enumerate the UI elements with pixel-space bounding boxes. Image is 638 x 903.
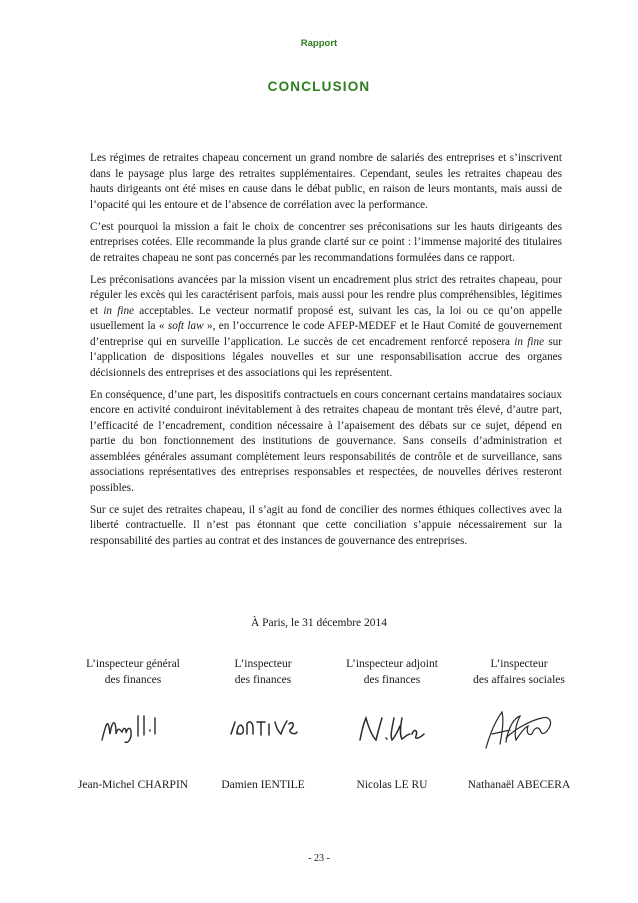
page-number: - 23 - xyxy=(308,853,330,864)
signatory-block xyxy=(440,656,598,791)
signatory-name: Nicolas LE RU xyxy=(356,779,428,791)
signatory-role: L’inspecteur adjoint des finances xyxy=(346,658,438,686)
signatory-role: L’inspecteur des finances xyxy=(234,658,292,686)
paragraph: Sur ce sujet des retraites chapeau, il s’agit au fond de concilier des normes éthiques collectives avec la liberté contractuelle. Il n’est pas étonnant que cette conciliation s’appuie nécessairement sur la responsabilité des parties au contrat et des instances de gouvernance des entreprises. xyxy=(90,503,562,547)
paragraph: Les régimes de retraites chapeau concernent un grand nombre de salariés des entreprises et s’inscrivent dans le paysage plus large des retraites supplémentaires. Cependant, seules les retraites chapeau des hauts dirigeants ont été mises en cause dans le débat public, en raison de leurs montants, mais aussi de l’opacité qui les entoure et de l’absence de corrélation avec la performance. xyxy=(90,152,562,211)
signatory-role: L’inspecteur des affaires sociales xyxy=(473,658,565,686)
signatory-name: Nathanaël ABECERA xyxy=(467,779,571,791)
signatory-name: Damien IENTILE xyxy=(221,779,305,791)
handwritten-signature-icon xyxy=(352,704,432,750)
running-header: Rapport xyxy=(300,38,338,49)
paragraph: En conséquence, d’une part, les dispositifs contractuels en cours concernant certains mandataires sociaux encore en activité conduiront inévitablement à des retraites chapeau de montant très élevé, d’autre part, l’efficacité de l’encadrement, condition nécessaire à l’apaisement des débats sur ce sujet, dépend en partie du bon fonctionnement des institutions de gouvernance. Sans conseils d’administration et assemblées générales assumant complètement leurs responsabilités de contrôle et de surveillance, sans associations représentatives des entreprises responsables et respectées, de nouvelles dérives resteront possibles. xyxy=(90,388,562,494)
paragraph: C’est pourquoi la mission a fait le choix de concentrer ses préconisations sur les hauts dirigeants des entreprises cotées. Elle recommande la plus grande clarté sur ce point : l’immense majorité des titulaires de retraites chapeau ne sont pas concernés par les recommandations formulées dans ce rapport. xyxy=(90,220,562,264)
page-title: CONCLUSION xyxy=(267,79,371,94)
handwritten-signature-icon xyxy=(476,704,562,754)
paragraph: Les préconisations avancées par la mission visent un encadrement plus strict des retraites chapeau, pour réguler les excès qui les caractérisent parfois, mais aussi pour les rendre plus compréhensibles, légitimes et in fine acceptables. Le vecteur normatif proposé est, suivant les cas, la loi ou ce qu’on appelle usuellement la « soft law », en l’occurrence le code AFEP-MEDEF et le Haut Comité de gouvernement d’entreprise qui en surveille l’application. Le succès de cet encadrement renforcé reposera in fine sur l’application de dispositions légales nouvelles et sur une responsabilisation accrue des organes décisionnels des entreprises et des associations qui les représentent. xyxy=(90,273,562,379)
date-line: À Paris, le 31 décembre 2014 xyxy=(250,617,388,629)
body-text xyxy=(90,151,562,556)
handwritten-signature-icon xyxy=(98,704,168,750)
signatory-role: L’inspecteur général des finances xyxy=(86,658,180,686)
signatory-name: Jean-Michel CHARPIN xyxy=(77,779,189,791)
handwritten-signature-icon xyxy=(223,704,303,750)
